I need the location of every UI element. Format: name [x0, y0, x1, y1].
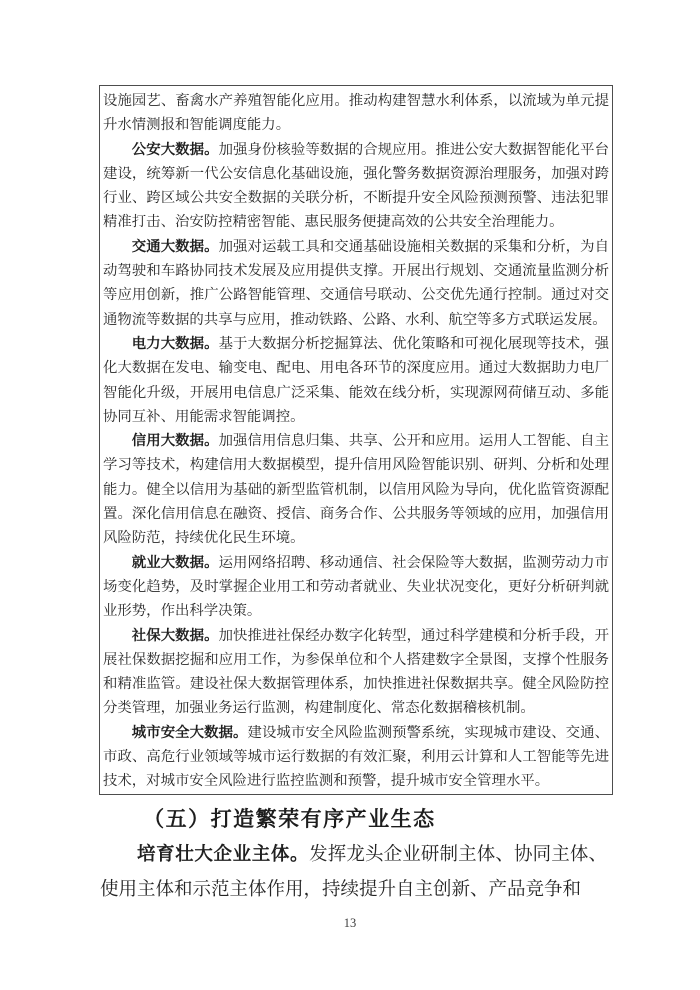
paragraph-lead: 电力大数据。	[131, 335, 219, 352]
paragraph-cultivate-enterprises	[100, 838, 607, 907]
paragraph-body: 发挥龙头企业研制主体、协同主体、使用主体和示范主体作用，持续提升自主创新、产品竞争和	[100, 845, 607, 900]
paragraph-lead: 信用大数据。	[131, 433, 219, 450]
paragraph-body: 运用网络招聘、移动通信、社会保险等大数据，监测劳动力市场变化趋势，及时掌握企业用工和劳动者就业、失业状况变化，更好分析研判就业形势，作出科学决策。	[103, 554, 609, 620]
boxed-text-section	[99, 85, 613, 795]
paragraph-body: 建设城市安全风险监测预警系统，实现城市建设、交通、市政、高危行业领域等城市运行数据的有效汇聚，利用云计算和人工智能等先进技术，对城市安全风险进行监控监测和预警，提升城市安全管理水平。	[103, 724, 609, 790]
paragraph-public-security-bigdata	[103, 138, 609, 235]
paragraph-urban-safety-bigdata	[103, 721, 609, 794]
paragraph-employment-bigdata	[103, 551, 609, 624]
paragraph-lead: 交通大数据。	[131, 238, 219, 255]
section-heading: （五）打造繁荣有序产业生态	[143, 807, 436, 831]
paragraph-lead: 社保大数据。	[131, 627, 219, 644]
paragraph-electric-power-bigdata	[103, 332, 609, 429]
paragraph-body: 基于大数据分析挖掘算法、优化策略和可视化展现等技术，强化大数据在发电、输变电、配电、用电各环节的深度应用。通过大数据助力电厂智能化升级，开展用电信息广泛采集、能效在线分析，实现源网荷储互动、多能协同互补、用能需求智能调控。	[103, 335, 609, 425]
paragraph-lead: 城市安全大数据。	[131, 724, 248, 741]
paragraph-body: 加强身份核验等数据的合规应用。推进公安大数据智能化平台建设，统筹新一代公安信息化基础设施，强化警务数据资源治理服务，加强对跨行业、跨区域公共安全数据的关联分析，不断提升安全风险预测预警、违法犯罪精准打击、治安防控精密智能、惠民服务便捷高效的公共安全治理能力。	[103, 141, 609, 231]
paragraph-lead: 就业大数据。	[131, 554, 219, 571]
paragraph-lead: 公安大数据。	[131, 141, 219, 158]
paragraph-body: 加快推进社保经办数字化转型，通过科学建模和分析手段，开展社保数据挖掘和应用工作，为参保单位和个人搭建数字全景图，支撑个性服务和精准监管。建设社保大数据管理体系，加快推进社保数据共享。健全风险防控分类管理，加强业务运行监测，构建制度化、常态化数据稽核机制。	[103, 627, 609, 717]
page-number: 13	[343, 916, 357, 930]
paragraph-credit-bigdata	[103, 429, 609, 550]
paragraph-social-insurance-bigdata	[103, 624, 609, 721]
paragraph-lead: 培育壮大企业主体。	[137, 845, 310, 865]
paragraph-body: 加强对运载工具和交通基础设施相关数据的采集和分析，为自动驾驶和车路协同技术发展及应用提供支撑。开展出行规划、交通流量监测分析等应用创新，推广公路智能管理、交通信号联动、公交优先通行控制。通过对交通物流等数据的共享与应用，推动铁路、公路、水利、航空等多方式联运发展。	[103, 238, 609, 328]
paragraph-continuation: 设施园艺、畜禽水产养殖智能化应用。推动构建智慧水利体系，以流域为单元提升水情测报和智能调度能力。	[103, 93, 609, 134]
paragraph-transport-bigdata	[103, 235, 609, 332]
paragraph-body: 加强信用信息归集、共享、公开和应用。运用人工智能、自主学习等技术，构建信用大数据模型，提升信用风险智能识别、研判、分析和处理能力。健全以信用为基础的新型监管机制，以信用风险为导向，优化监管资源配置。深化信用信息在融资、授信、商务合作、公共服务等领域的应用，加强信用风险防范，持续优化民生环境。	[103, 433, 609, 547]
